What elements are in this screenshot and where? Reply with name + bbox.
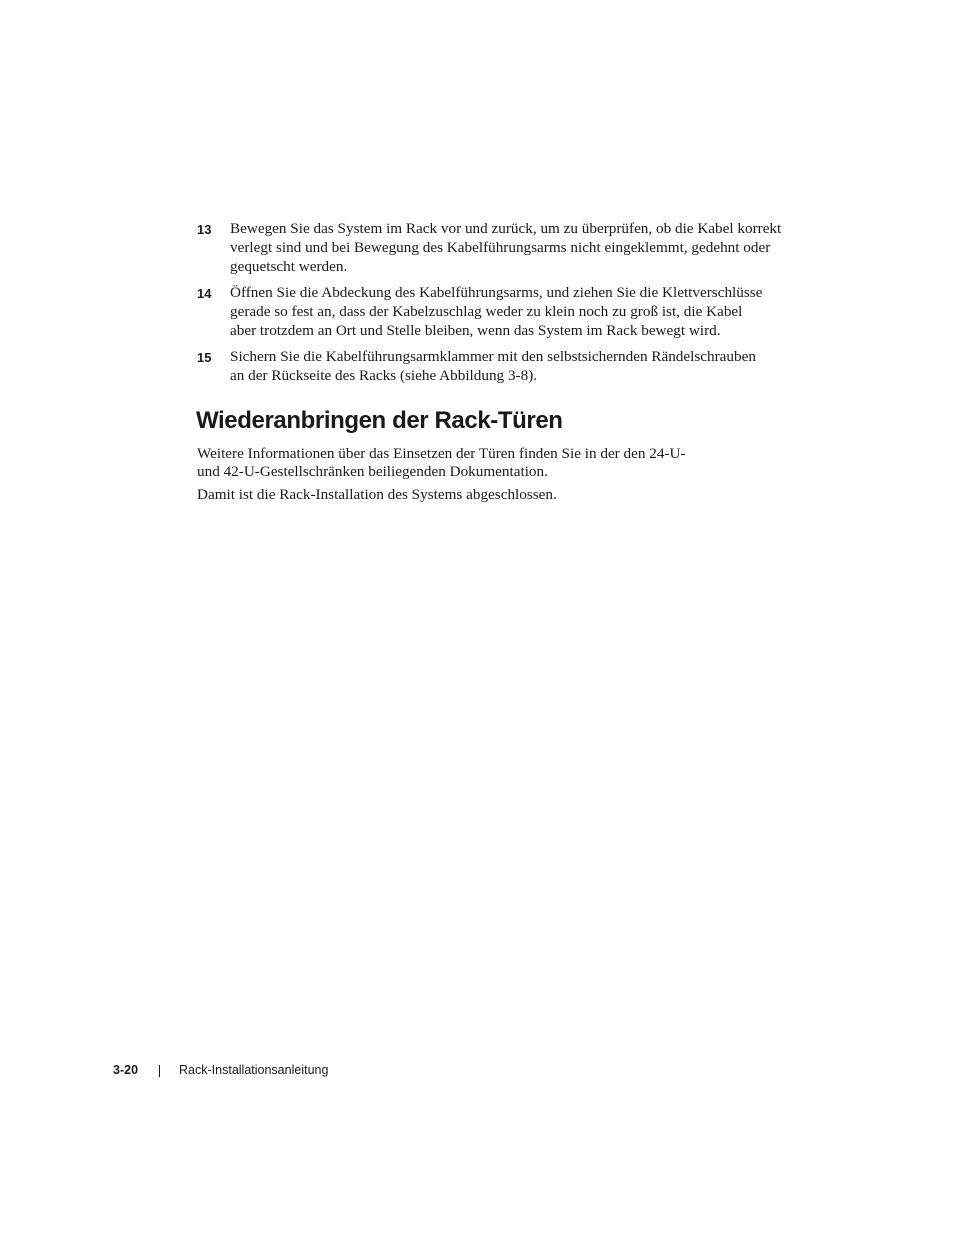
step-number: 13 (197, 222, 212, 237)
step-13 (197, 219, 817, 276)
step-number: 15 (197, 350, 212, 365)
step-14 (197, 283, 817, 340)
step-line: aber trotzdem an Ort und Stelle bleiben, wenn das System im Rack bewegt wird. (230, 322, 721, 339)
step-line: an der Rückseite des Racks (siehe Abbildung 3-8). (230, 367, 538, 384)
page-number: 3-20 (113, 1063, 139, 1077)
step-number: 14 (197, 286, 212, 301)
step-line: Bewegen Sie das System im Rack vor und zurück, um zu überprüfen, ob die Kabel korrekt (230, 220, 782, 237)
section-heading: Wiederanbringen der Rack-Türen (196, 407, 563, 434)
step-line: verlegt sind und bei Bewegung des Kabelführungsarms nicht eingeklemmt, gedehnt oder (230, 239, 771, 256)
step-text (230, 347, 817, 385)
step-line: gerade so fest an, dass der Kabelzuschlag weder zu klein noch zu groß ist, die Kabel (230, 303, 743, 320)
footer-divider (159, 1065, 160, 1077)
step-text (230, 283, 817, 340)
step-15 (197, 347, 817, 385)
page-footer (113, 1062, 328, 1078)
paragraph-line: Damit ist die Rack-Installation des Systems abgeschlossen. (197, 486, 557, 503)
footer-title: Rack-Installationsanleitung (179, 1063, 329, 1077)
paragraph-line: Weitere Informationen über das Einsetzen der Türen finden Sie in der den 24-U- (197, 445, 686, 462)
section-paragraph-1 (197, 445, 686, 481)
step-list (197, 219, 817, 392)
step-text (230, 219, 817, 276)
step-line: Öffnen Sie die Abdeckung des Kabelführungsarms, und ziehen Sie die Klettverschlüsse (230, 284, 763, 301)
step-line: Sichern Sie die Kabelführungsarmklammer mit den selbstsichernden Rändelschrauben (230, 348, 756, 365)
paragraph-line: und 42-U-Gestellschränken beiliegenden Dokumentation. (197, 463, 548, 480)
section-paragraph-2 (197, 486, 557, 504)
step-line: gequetscht werden. (230, 258, 348, 275)
